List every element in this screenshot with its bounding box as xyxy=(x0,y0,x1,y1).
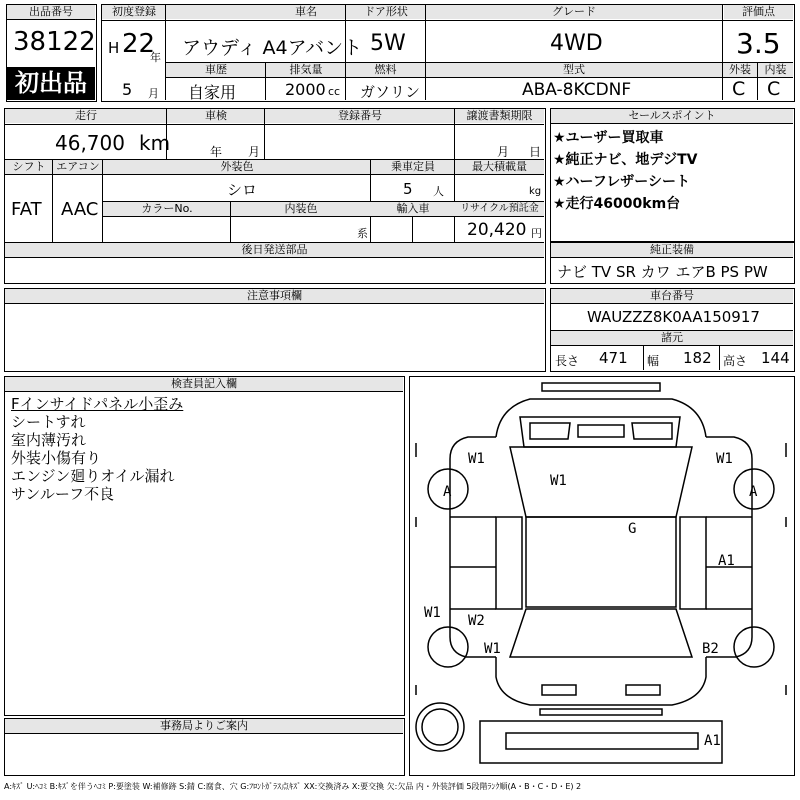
width-label: 幅 xyxy=(647,354,660,368)
displacement-unit: cc xyxy=(328,85,341,98)
score-header: 評価点 xyxy=(724,5,793,19)
width-value: 182 xyxy=(683,349,712,367)
equipment-text: ナビ TV SR カワ エアB PS PW xyxy=(557,263,768,281)
model-value: ABA-8KCDNF xyxy=(522,80,632,100)
ext-grade: C xyxy=(732,78,746,100)
first-listing-badge: 初出品 xyxy=(7,67,95,100)
score-value: 3.5 xyxy=(736,27,781,60)
height-value: 144 xyxy=(761,349,790,367)
fuel-header: 燃料 xyxy=(346,63,425,77)
transfer-day-unit: 日 xyxy=(529,145,542,159)
legend: A:ｷｽﾞ U:ﾍｺﾐ B:ｷｽﾞを伴うﾍｺﾐ P:要塗装 W:補修跡 S:錆 C:腐食、穴 G:ﾌﾛﾝﾄｶﾞﾗｽ点ｷｽﾞ XX:交換済み X:要交換 欠:欠品 内・外装評価 5段階ﾗﾝｸ順(A・B・C・D・E) 2 xyxy=(4,782,582,791)
equipment-header: 純正装備 xyxy=(551,243,793,258)
car-diagram xyxy=(410,377,793,774)
door-value: 5W xyxy=(370,31,406,56)
plate-header: 登録番号 xyxy=(265,109,455,123)
colorno-header: カラーNo. xyxy=(103,202,231,216)
inspection-header: 車検 xyxy=(167,109,265,123)
damage-mark: A1 xyxy=(718,553,735,569)
inspector-note: 室内薄汚れ xyxy=(11,431,87,449)
office-box xyxy=(4,718,405,776)
damage-mark: W2 xyxy=(468,613,485,629)
reg-year: 22 xyxy=(122,29,156,59)
damage-mark: G xyxy=(628,521,637,537)
inspector-note: 外装小傷有り xyxy=(11,449,102,467)
reg-header: 初度登録 xyxy=(102,5,166,19)
ext-header: 外装 xyxy=(723,63,757,77)
dimensions-header: 諸元 xyxy=(551,331,793,346)
lot-number-header: 出品番号 xyxy=(7,5,95,20)
mileage-value: 46,700 xyxy=(55,131,125,155)
inspector-note: シートすれ xyxy=(11,413,86,431)
history-header: 車歴 xyxy=(166,63,266,77)
car-diagram-box xyxy=(409,376,795,776)
damage-mark: W1 xyxy=(484,641,501,657)
inspector-note: サンルーフ不良 xyxy=(11,485,115,503)
length-value: 471 xyxy=(599,349,628,367)
length-label: 長さ xyxy=(555,354,580,368)
inspector-box xyxy=(4,376,405,716)
grade-header: グレード xyxy=(426,5,722,19)
damage-mark: A1 xyxy=(704,733,721,749)
sales-points-header: セールスポイント xyxy=(551,109,793,124)
sales-points-box xyxy=(550,108,795,242)
seats-header: 乗車定員 xyxy=(371,160,455,174)
ac-value: AAC xyxy=(61,199,99,220)
ac-header: エアコン xyxy=(53,160,103,174)
lot-number-box xyxy=(6,4,97,102)
chassis-box xyxy=(550,288,795,372)
mileage-unit: km xyxy=(139,131,171,155)
color-value: シロ xyxy=(227,181,258,199)
seats-value: 5 xyxy=(403,180,413,198)
inspector-note: エンジン廻りオイル漏れ xyxy=(11,467,175,485)
load-header: 最大積載量 xyxy=(455,160,544,174)
intcolor-header: 内装色 xyxy=(231,202,371,216)
history-value: 自家用 xyxy=(188,83,237,102)
displacement-value: 2000 xyxy=(285,80,326,99)
door-header: ドア形状 xyxy=(346,5,426,19)
height-label: 高さ xyxy=(723,354,748,368)
equipment-box xyxy=(550,242,795,284)
reg-year-unit: 年 xyxy=(150,51,161,64)
chassis-number: WAUZZZ8K0AA150917 xyxy=(587,308,760,326)
seats-unit: 人 xyxy=(433,185,444,198)
recycle-header: リサイクル預託金 xyxy=(455,202,544,216)
caution-box xyxy=(4,288,546,372)
sales-point: ★ユーザー買取車 xyxy=(553,130,664,146)
color-header: 外装色 xyxy=(103,160,371,174)
shift-value: FAT xyxy=(11,199,42,220)
recycle-unit: 円 xyxy=(531,227,542,240)
model-header: 型式 xyxy=(426,63,722,77)
transfer-month-unit: 月 xyxy=(497,145,510,159)
import-header: 輸入車 xyxy=(371,202,455,216)
int-header: 内装 xyxy=(758,63,793,77)
grade-value: 4WD xyxy=(550,31,603,56)
mileage-header: 走行 xyxy=(5,109,167,123)
shipping-header: 後日発送部品 xyxy=(5,243,544,257)
int-grade: C xyxy=(767,78,781,100)
chassis-header: 車台番号 xyxy=(551,289,793,304)
inspection-year-unit: 年 xyxy=(210,145,223,159)
car-name: アウディ A4アバント xyxy=(182,37,363,59)
inspector-header: 検査員記入欄 xyxy=(5,377,403,392)
reg-month-unit: 月 xyxy=(148,87,159,100)
intcolor-suffix: 系 xyxy=(357,227,368,240)
sales-point: ★走行46000km台 xyxy=(553,196,681,212)
fuel-value: ガソリン xyxy=(360,83,421,101)
details-table xyxy=(4,108,546,284)
recycle-value: 20,420 xyxy=(467,220,527,240)
sales-point: ★純正ナビ、地デジTV xyxy=(553,152,698,168)
sales-point: ★ハーフレザーシート xyxy=(553,174,691,190)
lot-number: 38122 xyxy=(13,27,96,57)
reg-era: H xyxy=(108,39,120,57)
displacement-header: 排気量 xyxy=(266,63,346,77)
header-table xyxy=(101,4,795,102)
damage-mark: B2 xyxy=(702,641,719,657)
damage-mark: W1 xyxy=(424,605,441,621)
damage-mark: A xyxy=(749,484,758,500)
damage-mark: W1 xyxy=(468,451,485,467)
damage-mark: W1 xyxy=(550,473,567,489)
inspection-month-unit: 月 xyxy=(248,145,261,159)
inspector-note: Fインサイドパネル小歪み xyxy=(11,395,184,413)
load-unit: kg xyxy=(529,186,542,197)
reg-month: 5 xyxy=(122,80,133,99)
transfer-header: 譲渡書類期限 xyxy=(455,109,544,123)
caution-header: 注意事項欄 xyxy=(5,289,544,304)
office-header: 事務局よりご案内 xyxy=(5,719,403,734)
damage-mark: A xyxy=(443,484,452,500)
shift-header: シフト xyxy=(5,160,53,174)
car-name-header: 車名 xyxy=(166,5,446,19)
damage-mark: W1 xyxy=(716,451,733,467)
